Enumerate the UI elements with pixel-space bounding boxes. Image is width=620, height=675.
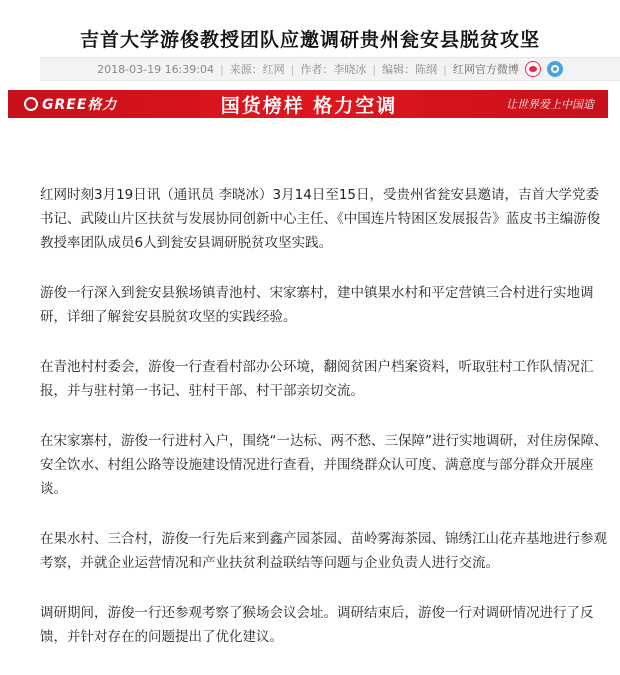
gree-logo <box>8 94 144 114</box>
gree-logo-text: GREE格力 <box>42 97 118 113</box>
article-paragraph: 游俊一行深入到瓮安县猴场镇青池村、宋家寨村，建中镇果水村和平定营镇三合村进行实地调研，详细了解瓮安县脱贫攻坚的实践经验。 <box>40 285 594 325</box>
article-paragraph: 在青池村村委会，游俊一行查看村部办公环境，翻阅贫困户档案资料，听取驻村工作队情况汇报，并与驻村第一书记、驻村干部、村干部亲切交流。 <box>40 359 594 399</box>
pengyou-share-icon[interactable] <box>547 61 563 77</box>
article-paragraph: 红网时刻3月19日讯（通讯员 李晓冰）3月14日至15日，受贵州省瓮安县邀请，吉首大学党委书记、武陵山片区扶贫与发展协同创新中心主任、《中国连片特困区发展报告》蓝皮书主编游俊教授率团队成员6人到瓮安县调研脱贫攻坚实践。 <box>40 187 601 251</box>
article-editor: 编辑：陈纲 <box>382 63 438 76</box>
article-paragraph: 在宋家寨村，游俊一行进村入户，围绕“一达标、两不愁、三保障”进行实地调研，对住房保障、安全饮水、村组公路等设施建设情况进行查看，并围绕群众认可度、满意度与部分群众开展座谈。 <box>40 433 608 497</box>
banner-slogan: 国货榜样 格力空调 <box>220 94 398 117</box>
weibo-icon[interactable] <box>525 61 541 77</box>
gree-ad-banner[interactable] <box>8 90 608 118</box>
article-meta-bar <box>40 57 620 81</box>
publish-datetime: 2018-03-19 16:39:04 <box>97 62 214 76</box>
meta-separator: | <box>443 62 447 76</box>
meta-separator: | <box>290 62 295 76</box>
article-title: 吉首大学游俊教授团队应邀调研贵州瓮安县脱贫攻坚 <box>79 28 540 51</box>
article-paragraph: 调研期间，游俊一行还参观考察了猴场会议会址。调研结束后，游俊一行对调研情况进行了反馈，并针对存在的问题提出了优化建议。 <box>40 605 594 645</box>
article-body <box>40 183 612 675</box>
article-paragraph: 在果水村、三合村，游俊一行先后来到鑫产园茶园、苗岭雾海茶园、锦绣江山花卉基地进行参观考察，并就企业运营情况和产业扶贫利益联结等问题与企业负责人进行交流。 <box>40 531 607 571</box>
meta-separator: | <box>219 62 224 76</box>
banner-tagline: 让世界爱上中国造 <box>506 98 594 111</box>
gree-ring-icon <box>24 97 38 111</box>
official-weibo-link[interactable]: 红网官方微博 <box>452 63 519 76</box>
meta-separator: | <box>372 62 377 76</box>
article-source: 来源：红网 <box>229 63 285 76</box>
article-author: 作者：李晓冰 <box>300 63 367 76</box>
